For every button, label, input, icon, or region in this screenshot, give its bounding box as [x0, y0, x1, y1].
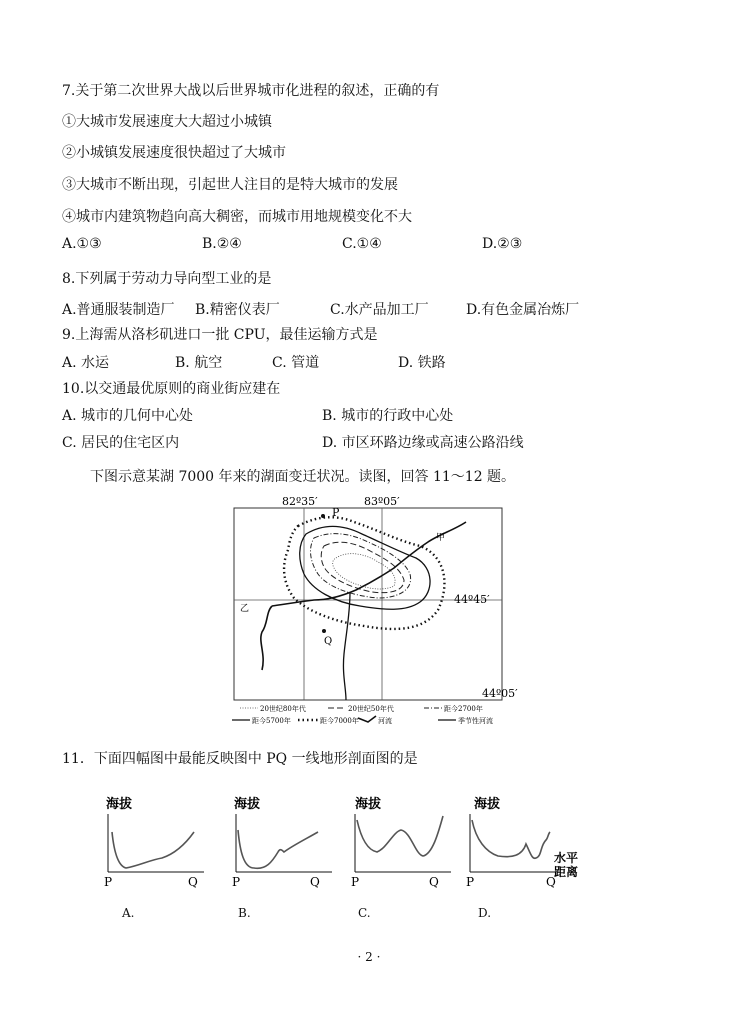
- profile-b: [226, 790, 346, 890]
- q7-item-2: ②小城镇发展速度很快超过了大城市: [62, 145, 286, 161]
- legend-seasonal: 季节性河流: [458, 717, 493, 725]
- lat1-label: 44º45′: [454, 593, 490, 606]
- profile-b-p: P: [232, 875, 241, 889]
- profile-b-q: Q: [310, 875, 320, 889]
- lon1-label: 82º35′: [282, 495, 318, 508]
- q10-stem: 10.以交通最优原则的商业街应建在: [62, 381, 281, 397]
- lon2-label: 83º05′: [364, 495, 400, 508]
- q8-option-b: B.精密仪表厂: [195, 302, 280, 318]
- profile-a-label: A.: [122, 906, 135, 920]
- q8-option-c: C.水产品加工厂: [330, 302, 429, 318]
- q9-option-a: A. 水运: [62, 355, 110, 371]
- profile-a-q: Q: [188, 875, 198, 889]
- lake-map: [228, 494, 528, 728]
- q7-option-c: C.①④: [342, 236, 382, 252]
- legend-1950s: 20世纪50年代: [348, 705, 394, 713]
- profile-a-ylabel: 海拔: [106, 797, 133, 812]
- q7-item-3: ③大城市不断出现，引起世人注目的是特大城市的发展: [62, 177, 398, 193]
- q9-option-d: D. 铁路: [398, 355, 446, 371]
- profile-d: [460, 790, 580, 890]
- q8-option-d: D.有色金属冶炼厂: [466, 302, 580, 318]
- legend-1980s: 20世纪80年代: [260, 705, 306, 713]
- profile-b-curve: [238, 830, 318, 868]
- q11-stem: 11．下面四幅图中最能反映图中 PQ 一线地形剖面图的是: [62, 751, 418, 767]
- figure-intro: 下图示意某湖 7000 年来的湖面变迁状况。读图，回答 11～12 题。: [90, 469, 516, 485]
- page-number: · 2 ·: [357, 950, 381, 964]
- q7-option-b: B.②④: [202, 236, 242, 252]
- profile-c-ylabel: 海拔: [355, 797, 382, 812]
- q8-option-a: A.普通服装制造厂: [62, 302, 175, 318]
- profile-d-p: P: [466, 875, 475, 889]
- q7-item-1: ①大城市发展速度大大超过小城镇: [62, 114, 272, 130]
- legend-7000: 距今7000年: [320, 717, 359, 725]
- profile-a: [98, 790, 218, 890]
- legend-5700: 距今5700年: [252, 717, 291, 725]
- point-q: [322, 629, 326, 633]
- shoreline-1950s: [321, 542, 404, 592]
- q9-stem: 9.上海需从洛杉矶进口一批 CPU，最佳运输方式是: [62, 327, 378, 343]
- place-jia-label: 甲: [436, 533, 446, 543]
- legend-2700: 距今2700年: [444, 705, 483, 713]
- q10-option-b: B. 城市的行政中心处: [322, 408, 454, 424]
- seasonal-river: [343, 592, 350, 700]
- profile-c-p: P: [351, 875, 360, 889]
- river-yi: [261, 606, 272, 670]
- shoreline-1980s: [333, 554, 395, 589]
- profile-a-p: P: [104, 875, 113, 889]
- profile-c: [345, 790, 465, 890]
- q8-stem: 8.下列属于劳动力导向型工业的是: [62, 271, 272, 287]
- profile-d-q: Q: [546, 875, 556, 889]
- profile-a-curve: [112, 832, 194, 868]
- q7-stem: 7.关于第二次世界大战以后世界城市化进程的叙述，正确的有: [62, 83, 440, 99]
- legend-river: 河流: [378, 717, 392, 725]
- q9-option-c: C. 管道: [272, 355, 320, 371]
- shoreline-7000: [284, 517, 444, 629]
- profile-d-xlabel-2: 距离: [554, 865, 579, 879]
- profile-b-ylabel: 海拔: [234, 797, 261, 812]
- q7-option-a: A.①③: [62, 236, 102, 252]
- profile-d-ylabel: 海拔: [474, 797, 501, 812]
- q7-option-d: D.②③: [482, 236, 523, 252]
- point-p-label: P: [332, 506, 340, 519]
- point-p: [321, 514, 325, 518]
- shoreline-5700: [300, 526, 430, 609]
- q10-option-a: A. 城市的几何中心处: [62, 408, 194, 424]
- legend-river-line: [358, 716, 376, 722]
- profile-d-xlabel-1: 水平: [554, 851, 579, 865]
- q9-option-b: B. 航空: [175, 355, 223, 371]
- profile-d-curve: [472, 820, 550, 858]
- point-q-label: Q: [324, 636, 333, 647]
- place-yi-label: 乙: [240, 604, 250, 614]
- profile-c-q: Q: [429, 875, 439, 889]
- profile-c-label: C.: [358, 906, 371, 920]
- q10-option-c: C. 居民的住宅区内: [62, 435, 180, 451]
- profile-d-label: D.: [478, 906, 492, 920]
- profile-b-label: B.: [238, 906, 251, 920]
- q10-option-d: D. 市区环路边缘或高速公路沿线: [322, 435, 524, 451]
- q7-item-4: ④城市内建筑物趋向高大稠密，而城市用地规模变化不大: [62, 209, 412, 225]
- lat2-label: 44º05′: [482, 687, 518, 700]
- profile-c-curve: [357, 816, 443, 856]
